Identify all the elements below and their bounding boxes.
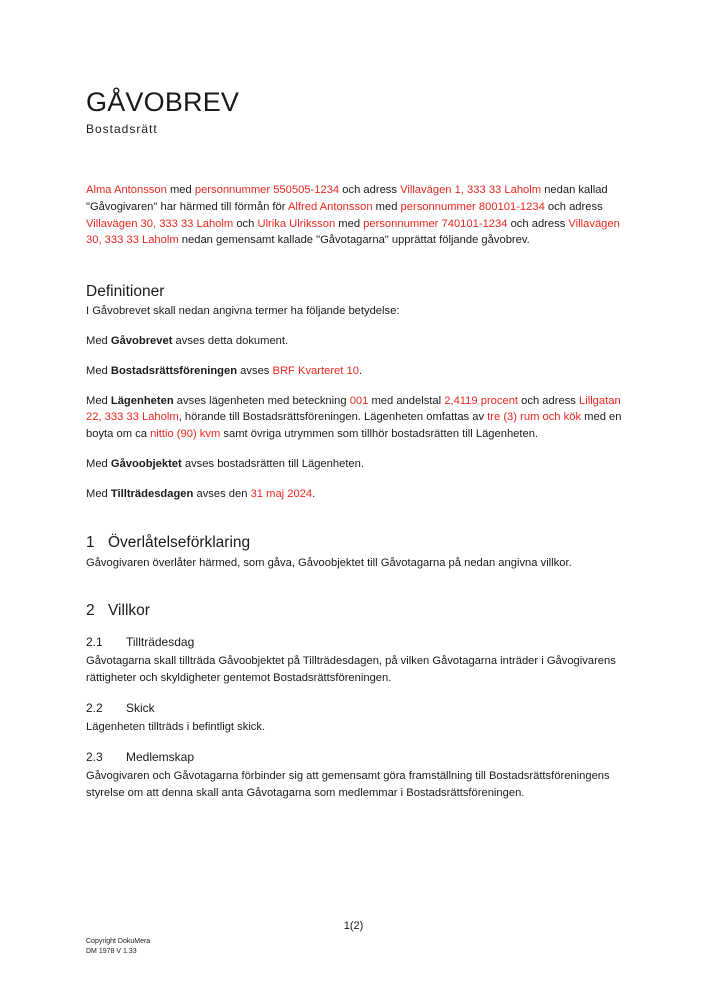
section-title: Överlåtelseförklaring xyxy=(108,533,251,551)
text-run: och xyxy=(233,217,258,230)
field-value: Alma Antonsson xyxy=(86,184,167,196)
subsection-title: Medlemskap xyxy=(126,749,195,764)
text-run: Med xyxy=(86,394,111,407)
section-number: 2 xyxy=(86,602,95,620)
field-value: 31 maj 2024 xyxy=(250,487,313,500)
definitions-heading: Definitioner xyxy=(86,283,165,301)
text-run: med xyxy=(372,200,401,213)
copyright-text: Copyright DokuMera xyxy=(86,938,151,945)
definitions-lead: I Gåvobrevet skall nedan angivna termer ha följande betydelse: xyxy=(86,305,400,318)
definition-item xyxy=(86,393,631,443)
document-subtitle: Bostadsrätt xyxy=(86,122,158,136)
subsection-title: Skick xyxy=(126,700,155,715)
document-title: GÅVOBREV xyxy=(86,87,240,117)
defined-term: Tillträdesdagen xyxy=(110,487,194,500)
field-value: 001 xyxy=(349,394,369,407)
text-run: nedan kallad "Gåvogivaren" har härmed till förmån för xyxy=(86,184,608,213)
text-run: . xyxy=(312,487,316,500)
text-run: med en boyta om ca xyxy=(86,411,622,441)
definition-item xyxy=(86,456,631,473)
text-run: och adress xyxy=(518,394,579,407)
field-value: Villavägen 1, 333 33 Laholm xyxy=(400,184,542,196)
text-run: med xyxy=(166,184,195,196)
field-value: Villavägen 30, 333 33 Laholm xyxy=(86,217,620,247)
text-run: Med xyxy=(86,334,111,347)
text-run: med xyxy=(335,217,364,230)
field-value: 2,4119 procent xyxy=(444,394,519,407)
text-run: . xyxy=(358,364,363,377)
subsection-number: 2.3 xyxy=(86,749,103,764)
text-run: Med xyxy=(86,457,111,470)
text-run: avses xyxy=(237,364,273,377)
text-run: nedan gemensamt kallade "Gåvotagarna" upprättat följande gåvobrev. xyxy=(178,234,530,247)
subsection-number: 2.2 xyxy=(86,700,103,715)
field-value: Ulrika Ulriksson xyxy=(257,217,336,230)
field-value: Lillgatan 22, 333 33 Laholm xyxy=(86,394,621,424)
subsection-2-2-heading xyxy=(86,700,631,716)
subsection-2-3-text: Gåvogivaren och Gåvotagarna förbinder sig att gemensamt göra framställning till Bostadsrättsföreningens styrelse om att denna skall anta Gåvotagarna som medlemmar i Bostadsrättsföreningen. xyxy=(86,769,610,799)
definition-item xyxy=(86,363,631,380)
text-run: avses lägenheten med beteckning xyxy=(173,394,350,407)
subsection-title: Tillträdesdag xyxy=(126,635,195,650)
text-run: avses detta dokument. xyxy=(172,334,289,347)
field-value: tre (3) rum och kök xyxy=(487,411,582,424)
text-run: Med xyxy=(86,364,111,377)
definition-item xyxy=(86,486,631,503)
document-body xyxy=(86,86,631,801)
subsection-2-1-heading xyxy=(86,634,631,650)
defined-term: Gåvoobjektet xyxy=(110,457,182,470)
text-run: med andelstal xyxy=(368,394,445,407)
text-run: avses den xyxy=(193,487,251,500)
definition-item xyxy=(86,333,631,350)
field-value: personnummer 740101-1234 xyxy=(363,217,508,230)
defined-term: Bostadsrättsföreningen xyxy=(110,364,238,377)
subsection-2-3-heading xyxy=(86,749,631,765)
text-run: och adress xyxy=(544,200,603,213)
text-run: Med xyxy=(86,487,111,500)
subsection-2-1-text: Gåvotagarna skall tillträda Gåvoobjektet på Tillträdesdagen, på vilken Gåvotagarna inträder i Gåvogivarens rättigheter och skyldigheter gentemot Bostadsrättsföreningen. xyxy=(86,655,616,685)
defined-term: Gåvobrevet xyxy=(110,334,173,347)
field-value: Villavägen 30, 333 33 Laholm xyxy=(86,217,234,230)
field-value: personnummer 550505-1234 xyxy=(194,184,340,196)
text-run: avses bostadsrätten till Lägenheten. xyxy=(181,457,364,470)
section-1-text: Gåvogivaren överlåter härmed, som gåva, Gåvoobjektet till Gåvotagarna på nedan angivna villkor. xyxy=(86,556,572,569)
section-2-heading xyxy=(86,601,631,621)
field-value: nittio (90) kvm xyxy=(150,428,221,441)
version-text: DM 1978 V 1.33 xyxy=(86,948,137,955)
text-run: , hörande till Bostadsrättsföreningen. Lägenheten omfattas av xyxy=(178,411,488,424)
field-value: personnummer 800101-1234 xyxy=(400,200,545,213)
section-1-heading xyxy=(86,533,631,553)
subsection-2-2-text: Lägenheten tillträds i befintligt skick. xyxy=(86,720,266,733)
copyright-notice xyxy=(86,937,150,957)
text-run: och adress xyxy=(507,217,569,230)
intro-paragraph xyxy=(86,182,631,249)
text-run: och adress xyxy=(339,184,401,196)
subsection-number: 2.1 xyxy=(86,635,103,650)
definitions-list xyxy=(86,333,631,503)
section-title: Villkor xyxy=(108,602,150,620)
section-number: 1 xyxy=(86,533,95,551)
text-run: samt övriga utrymmen som tillhör bostadsrätten till Lägenheten. xyxy=(220,428,539,441)
page-number: 1(2) xyxy=(343,920,364,932)
field-value: Alfred Antonsson xyxy=(287,200,373,213)
field-value: BRF Kvarteret 10 xyxy=(272,364,359,377)
defined-term: Lägenheten xyxy=(110,394,174,407)
